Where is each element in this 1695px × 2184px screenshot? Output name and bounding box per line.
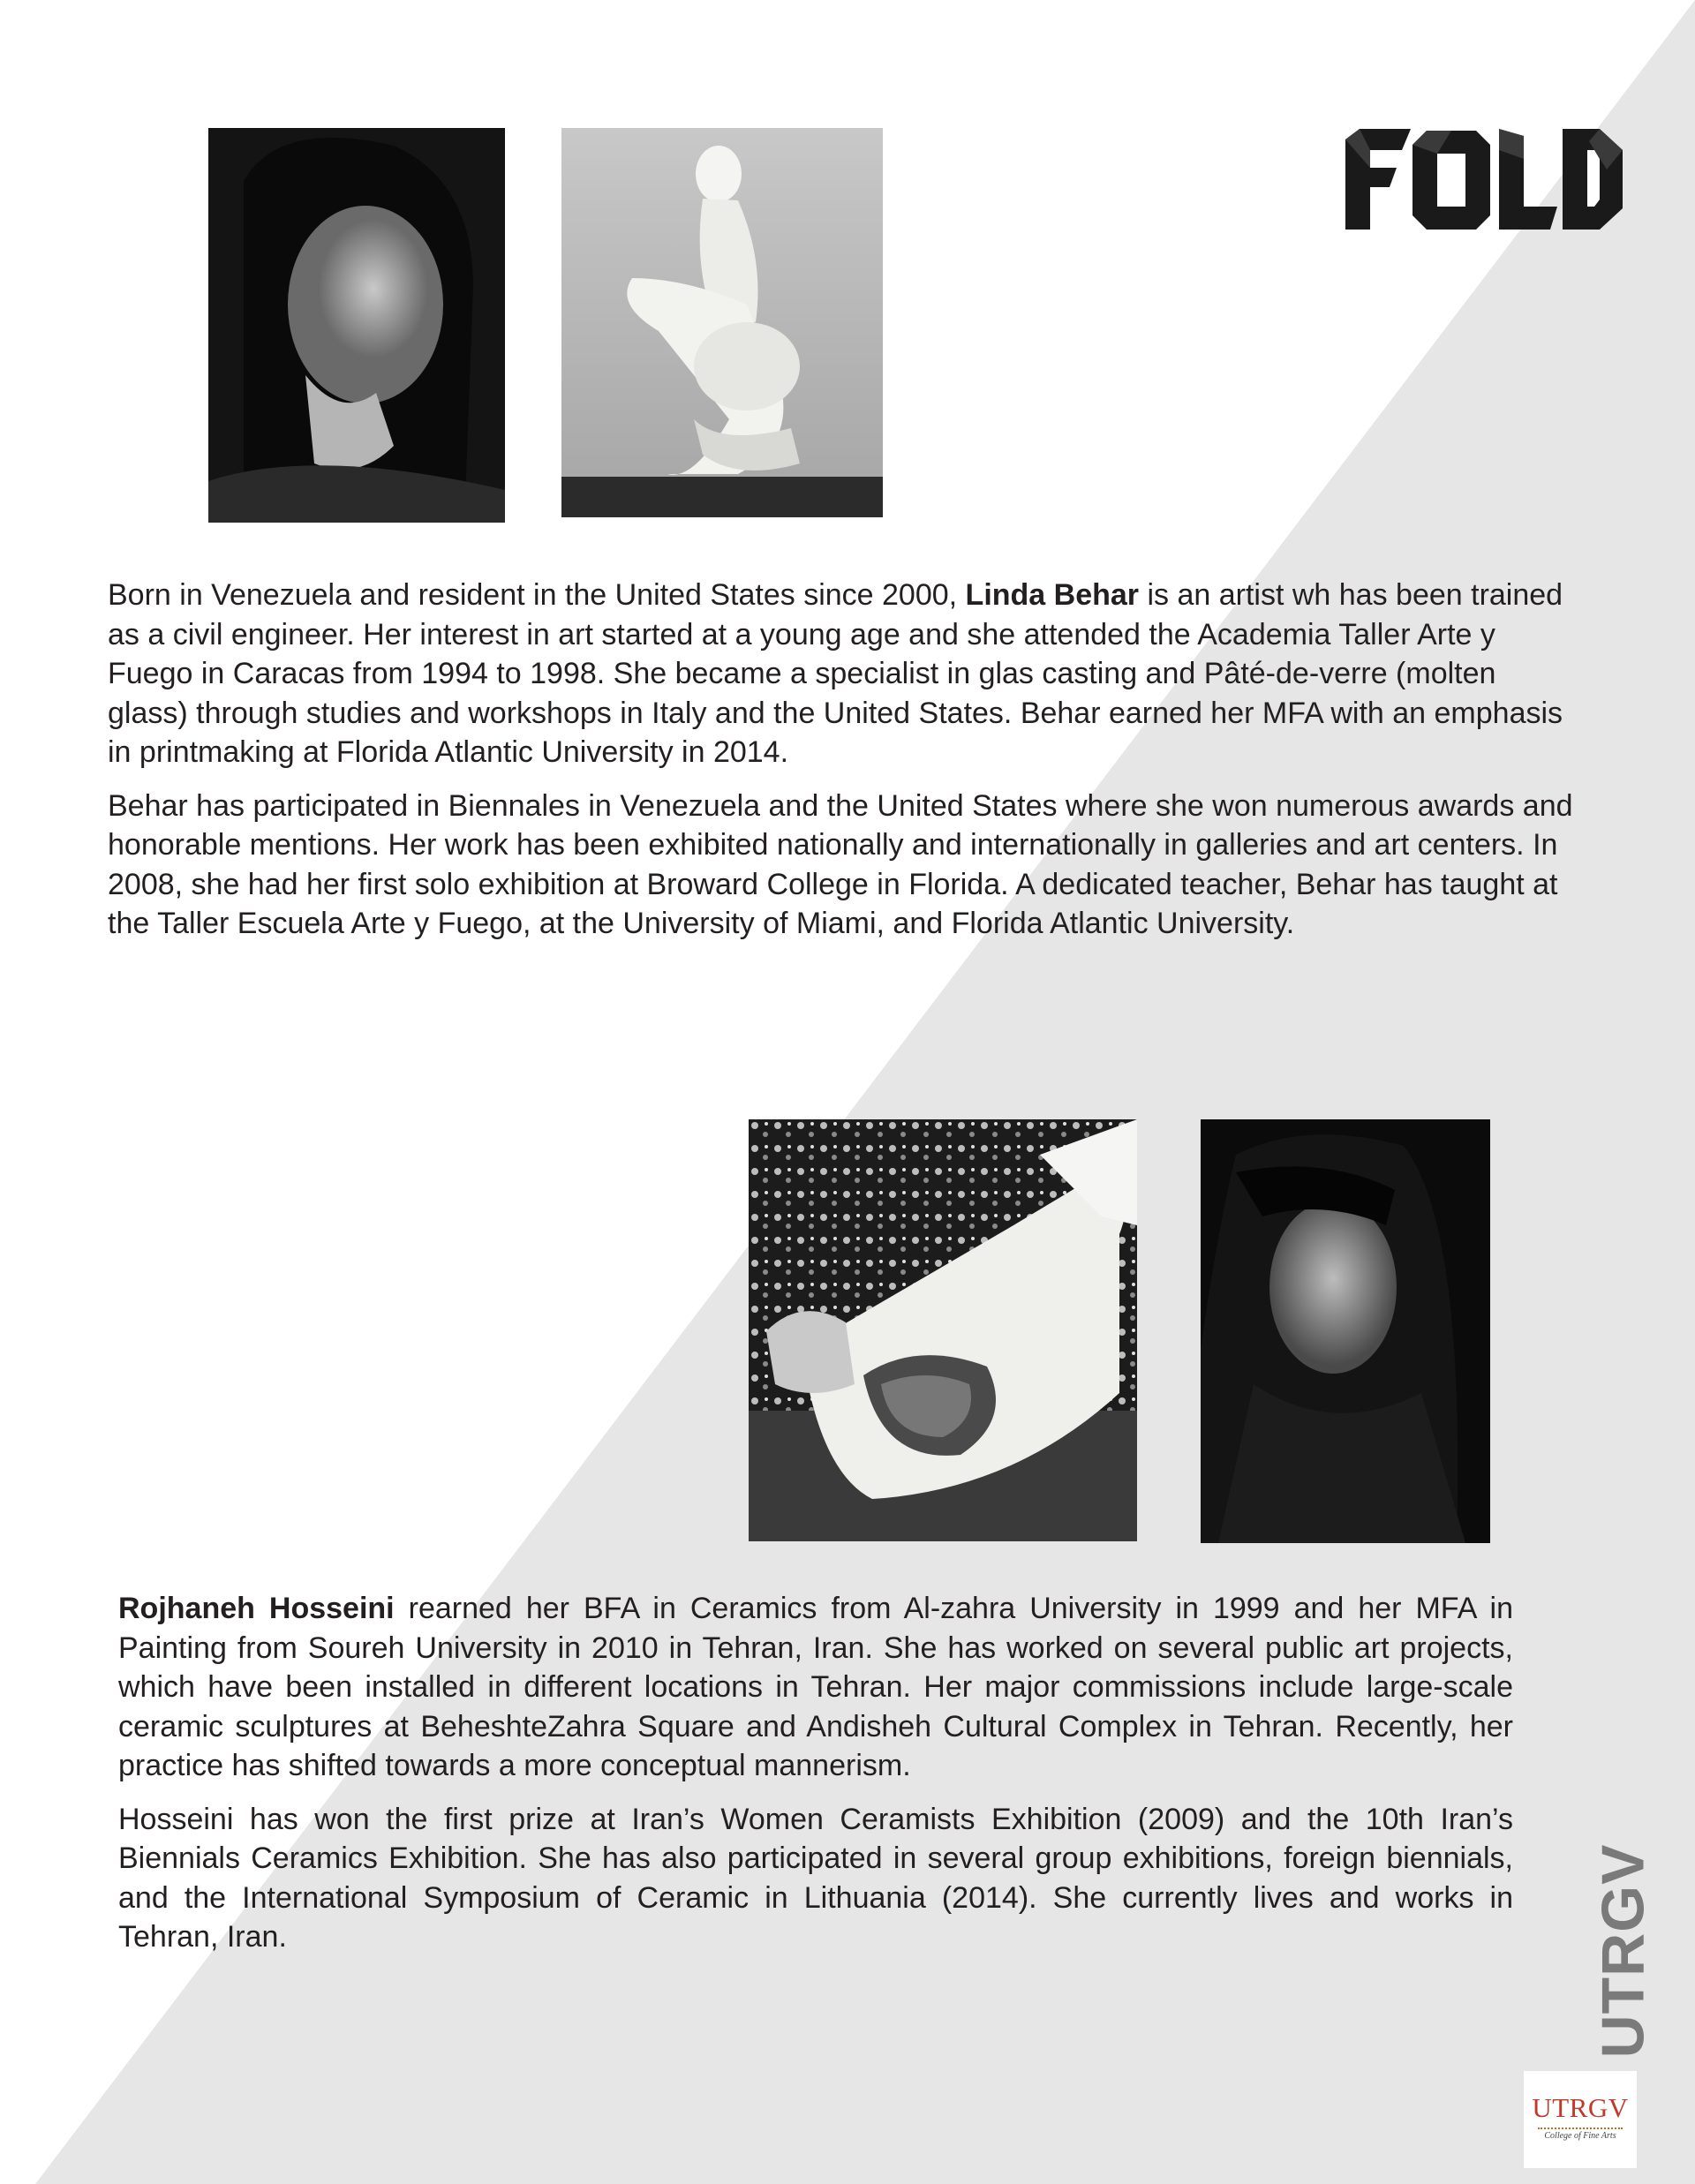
utrgv-vertical-text: UTRGV [1589,1843,1656,2059]
hosseini-name: Rojhaneh Hosseini [118,1592,395,1625]
behar-portrait-photo [208,128,505,523]
behar-bio-paragraph-1: Born in Venezuela and resident in the United States since 2000, Linda Behar is an artist wh has been trained as a civil engineer. Her interest in art started at a young age and she attended the Academia Taller Arte y Fuego in Caracas from 1994 to 1998. She became a specialist in glas casting and Pâté-de-verre (molten glass) through studies and workshops in Italy and the United States. Behar earned her MFA with an emphasis in printmaking at Florida Atlantic University in 2014. [108,578,1563,769]
hosseini-work-photo [749,1119,1137,1541]
behar-name: Linda Behar [965,578,1140,612]
fold-logo [1342,124,1626,238]
behar-sculpture-photo [561,128,883,517]
hosseini-bio-paragraph-1: Rojhaneh Hosseini rearned her BFA in Ceramics from Al-zahra University in 1999 and her MFA in Painting from Soureh University in 2010 in Tehran, Iran. She has worked on several public art projects, which have been installed in different locations in Tehran. Her major commissions include large-scale ceramic sculptures at BeheshteZahra Square and Andisheh Cultural Complex in Tehran. Recently, her practice has shifted towards a more conceptual mannerism. [118,1592,1513,1782]
hosseini-bio [118,1589,1513,1971]
utrgv-badge-subtext: College of Fine Arts [1544,2131,1616,2141]
badge-divider [1538,2128,1623,2129]
hosseini-portrait-photo [1201,1119,1490,1543]
utrgv-badge [1524,2071,1637,2168]
hosseini-bio-paragraph-2: Hosseini has won the first prize at Iran’s Women Ceramists Exhibition (2009) and the 10th Iran’s Biennials Ceramics Exhibition. She has also participated in several group exhibitions, foreign biennials, and the International Symposium of Ceramic in Lithuania (2014). She currently lives and works in Tehran, Iran. [118,1802,1513,1954]
utrgv-badge-wordmark: UTRGV [1532,2092,1629,2123]
behar-bio [108,576,1578,958]
behar-bio-paragraph-2: Behar has participated in Biennales in Venezuela and the United States where she won numerous awards and honorable mentions. Her work has been exhibited nationally and internationally in galleries and art centers. In 2008, she had her first solo exhibition at Broward College in Florida. A dedicated teacher, Behar has taught at the Taller Escuela Arte y Fuego, at the University of Miami, and Florida Atlantic University. [108,788,1573,940]
